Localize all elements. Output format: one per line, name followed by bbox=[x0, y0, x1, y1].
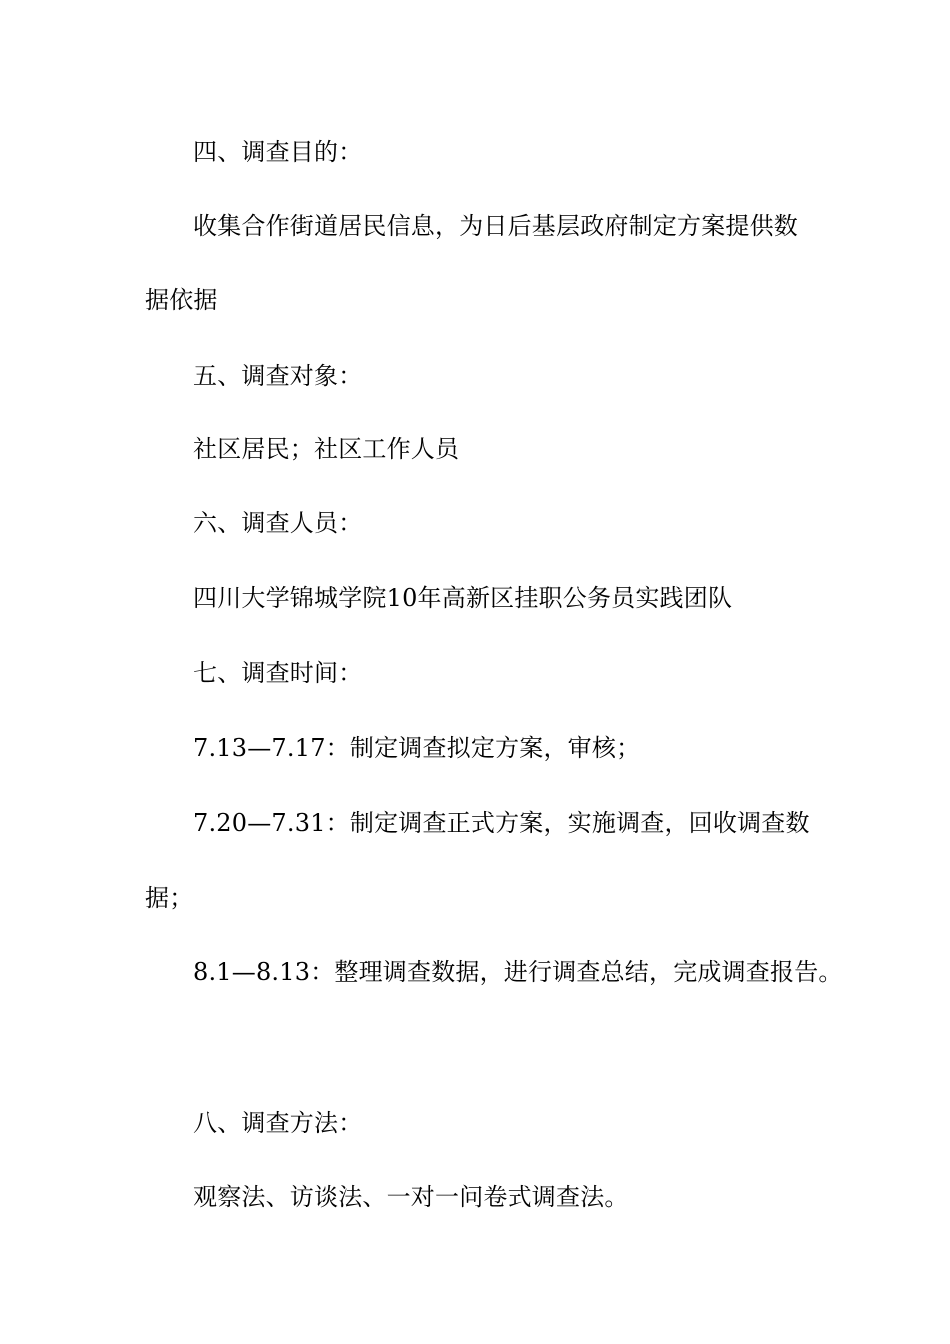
schedule-item-3: 8.1—8.13：整理调查数据，进行调查总结，完成调查报告。 bbox=[193, 958, 843, 986]
paragraph-personnel: 四川大学锦城学院10年高新区挂职公务员实践团队 bbox=[193, 584, 733, 612]
paragraph-methods: 观察法、访谈法、一对一问卷式调查法。 bbox=[193, 1183, 629, 1211]
paragraph-subjects: 社区居民；社区工作人员 bbox=[193, 435, 460, 463]
section-heading-methods: 八、调查方法： bbox=[193, 1109, 363, 1137]
schedule-item-1: 7.13—7.17：制定调查拟定方案，审核； bbox=[193, 734, 641, 762]
paragraph-purpose: 收集合作街道居民信息，为日后基层政府制定方案提供数 bbox=[193, 212, 798, 240]
paragraph-purpose-continued: 据依据 bbox=[145, 286, 218, 314]
section-heading-personnel: 六、调查人员： bbox=[193, 509, 363, 537]
schedule-item-2: 7.20—7.31：制定调查正式方案，实施调查，回收调查数 bbox=[193, 809, 810, 837]
section-heading-schedule: 七、调查时间： bbox=[193, 659, 363, 687]
schedule-item-2-continued: 据； bbox=[145, 884, 194, 912]
section-heading-subjects: 五、调查对象： bbox=[193, 362, 363, 390]
section-heading-purpose: 四、调查目的： bbox=[193, 138, 363, 166]
